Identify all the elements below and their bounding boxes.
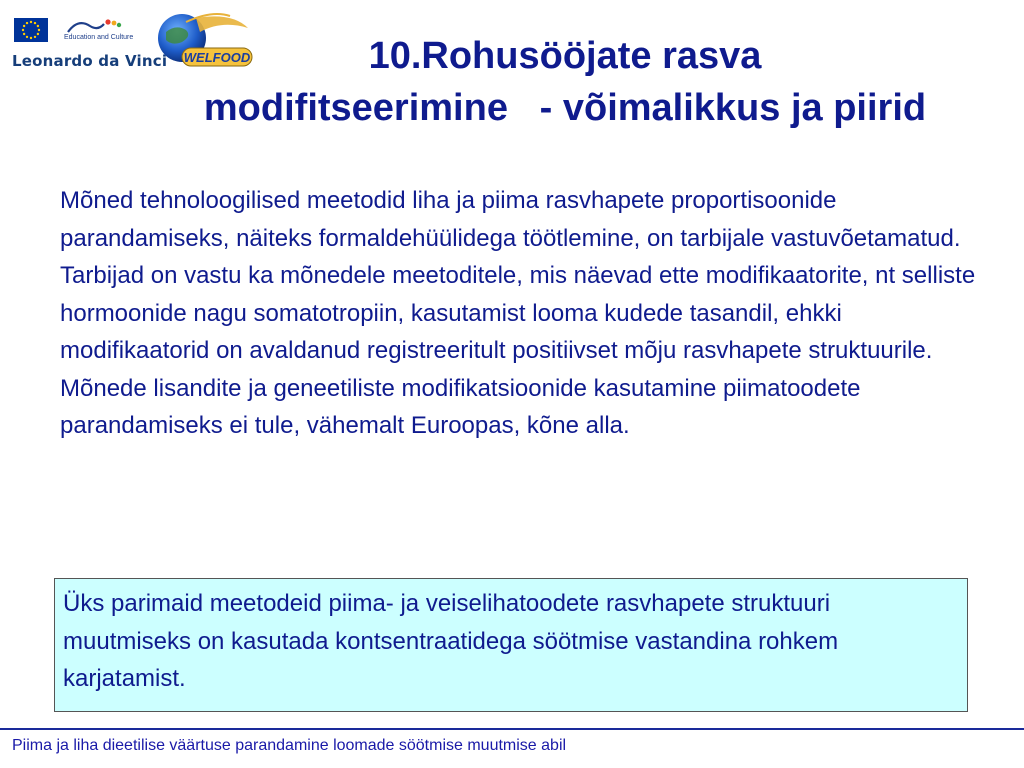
footer-divider — [0, 728, 1024, 730]
body-paragraph-2: Tarbijad on vastu ka mõnedele meetoditele, mis näevad ette modifikaatorite, nt selliste hormoonide nagu somatotropiin, kasutamist looma kudede tasandil, ehkki modifikaatorid on avaldanud registreeritult positiivset mõju rasvhapete struktuurile. — [60, 262, 976, 364]
body-paragraph-1: Mõned tehnoloogilised meetodid liha ja piima rasvhapete proportisoonide parandamiseks, näiteks formaldehüülidega töötlemine, on tarbijale vastuvõetamatud. — [60, 187, 961, 252]
welfood-logo-text: WELFOOD — [183, 50, 251, 65]
callout-box — [54, 578, 968, 712]
footer-text: Piima ja liha dieetilise väärtuse parandamine loomade söötmise muutmise abil — [12, 737, 567, 754]
program-name: Leonardo da Vinci — [12, 52, 168, 70]
title-line-1: 10.Rohusööjate rasva — [368, 35, 762, 77]
body-text — [60, 182, 990, 445]
education-culture-caption: Education and Culture — [64, 34, 134, 41]
callout-text: Üks parimaid meetodeid piima- ja veiselihatoodete rasvhapete struktuuri muutmiseks on kasutada kontsentraatidega söötmise vastandina rohkem karjatamist. — [63, 590, 839, 692]
eu-flag-icon — [14, 18, 48, 42]
body-paragraph-3: Mõnede lisandite ja geneetiliste modifikatsioonide kasutamine piimatoodete parandamiseks ei tule, vähemalt Euroopas, kõne alla. — [60, 374, 861, 439]
title-line-2: modifitseerimine - võimalikkus ja piirid — [203, 87, 927, 129]
page-title — [130, 30, 1000, 134]
